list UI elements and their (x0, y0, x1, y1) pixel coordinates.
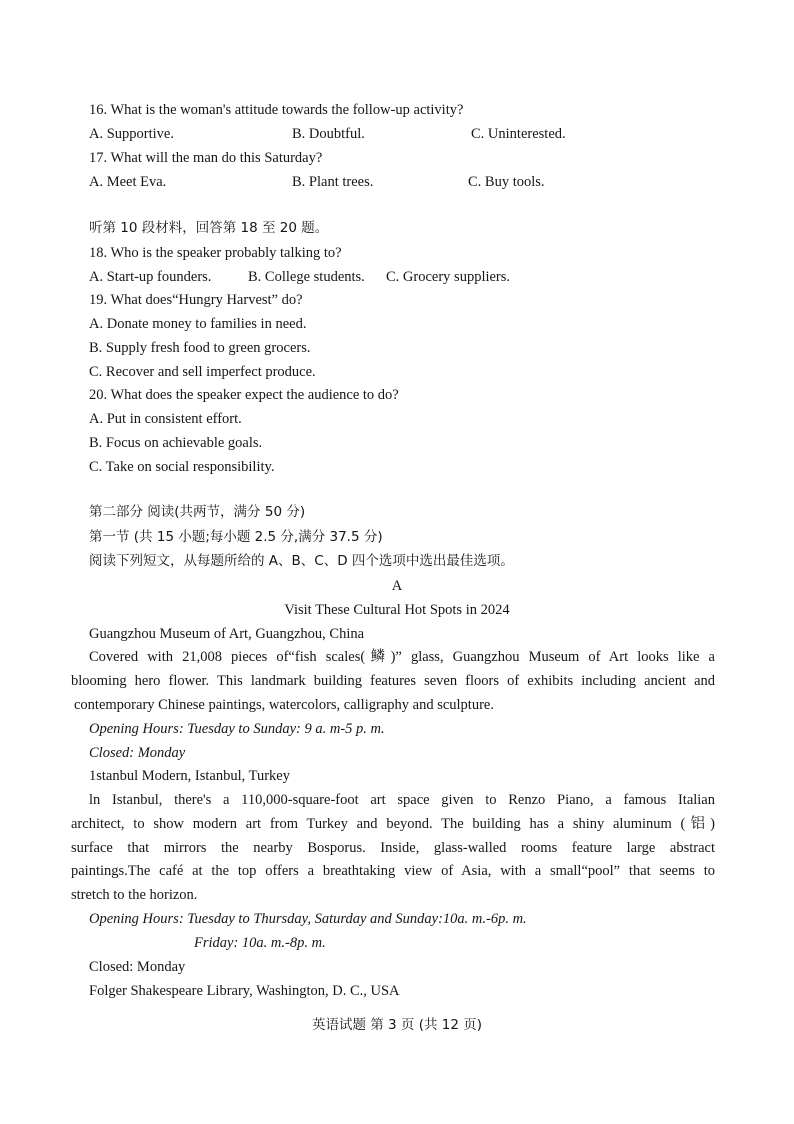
q19-option-b: B. Supply fresh food to green grocers. (89, 340, 311, 356)
q17-option-a: A. Meet Eva. (89, 174, 167, 190)
place2-hours-friday: Friday: 10a. m.-8p. m. (194, 935, 326, 951)
place1-line-3: contemporary Chinese paintings, watercolors, calligraphy and sculpture. (74, 697, 494, 713)
question-16: 16. What is the woman's attitude towards the follow-up activity? (89, 102, 464, 118)
q19-option-a: A. Donate money to families in need. (89, 316, 307, 332)
question-18: 18. Who is the speaker probably talking to? (89, 245, 342, 261)
q16-option-b: B. Doubtful. (292, 126, 365, 142)
q18-option-a: A. Start-up founders. (89, 269, 212, 285)
q17-option-b: B. Plant trees. (292, 174, 374, 190)
place2-line-4: paintings.The café at the top offers a breathtaking view of Asia, with a small“pool” that seems to (71, 863, 715, 879)
q16-option-a: A. Supportive. (89, 126, 174, 142)
place2-closed: Closed: Monday (89, 959, 186, 975)
passage-letter: A (391, 578, 403, 594)
part2-heading: 第二部分 阅读(共两节，满分 50 分) (89, 504, 306, 520)
place2-line-2: architect, to show modern art from Turkey and beyond. The building has a shiny aluminum (铝) (71, 816, 715, 832)
place1-line-1: Covered with 21,008 pieces of“fish scales(鳞)” glass, Guangzhou Museum of Art looks like a (89, 649, 715, 665)
place1-closed: Closed: Monday (89, 745, 186, 761)
place2-line-1: ln Istanbul, there's a 110,000-square-foot art space given to Renzo Piano, a famous Italian (89, 792, 715, 808)
question-17: 17. What will the man do this Saturday? (89, 150, 323, 166)
listening-instruction: 听第 10 段材料，回答第 18 至 20 题。 (89, 220, 329, 236)
q18-option-b: B. College students. (248, 269, 365, 285)
place3-name: Folger Shakespeare Library, Washington, D. C., USA (89, 983, 400, 999)
q20-option-b: B. Focus on achievable goals. (89, 435, 263, 451)
passage-title: Visit These Cultural Hot Spots in 2024 (284, 602, 510, 618)
place1-line-2: blooming hero flower. This landmark building features seven floors of exhibits including ancient and (71, 673, 715, 689)
q17-option-c: C. Buy tools. (468, 174, 545, 190)
page-footer: 英语试题 第 3 页 (共 12 页) (311, 1017, 483, 1033)
q16-option-c: C. Uninterested. (471, 126, 566, 142)
place2-hours: Opening Hours: Tuesday to Thursday, Saturday and Sunday:10a. m.-6p. m. (89, 911, 527, 927)
place2-line-3: surface that mirrors the nearby Bosporus. Inside, glass-walled rooms feature large abstract (71, 840, 715, 856)
place2-name: 1stanbul Modern, Istanbul, Turkey (89, 768, 290, 784)
question-19: 19. What does“Hungry Harvest” do? (89, 292, 303, 308)
q18-option-c: C. Grocery suppliers. (386, 269, 511, 285)
place1-name: Guangzhou Museum of Art, Guangzhou, China (89, 626, 365, 642)
place2-line-5: stretch to the horizon. (71, 887, 198, 903)
q19-option-c: C. Recover and sell imperfect produce. (89, 364, 316, 380)
question-20: 20. What does the speaker expect the audience to do? (89, 387, 399, 403)
q20-option-a: A. Put in consistent effort. (89, 411, 242, 427)
q20-option-c: C. Take on social responsibility. (89, 459, 275, 475)
place1-hours: Opening Hours: Tuesday to Sunday: 9 a. m-5 p. m. (89, 721, 385, 737)
section1-heading: 第一节 (共 15 小题;每小题 2.5 分,满分 37.5 分) (89, 529, 383, 545)
reading-instruction: 阅读下列短文，从每题所给的 A、B、C、D 四个选项中选出最佳选项。 (89, 553, 514, 569)
